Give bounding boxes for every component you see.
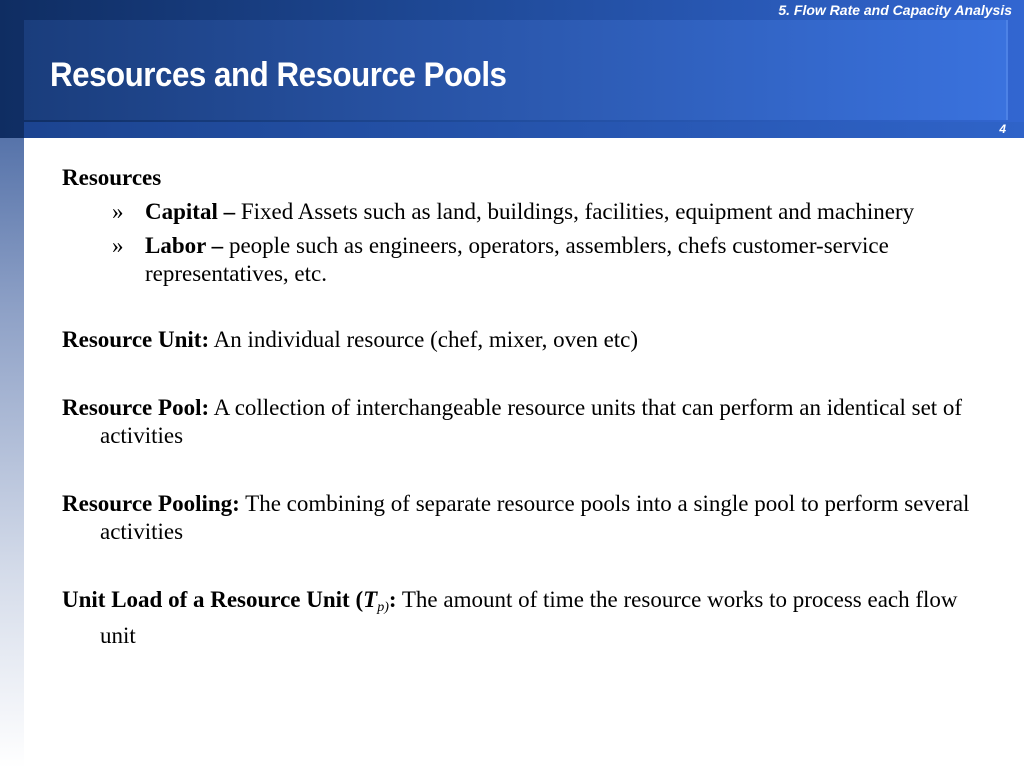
unit-load-subscript: p)	[377, 600, 389, 615]
list-item-labor	[62, 232, 972, 288]
labor-text: people such as engineers, operators, assemblers, chefs customer-service representatives, etc.	[145, 233, 889, 286]
section-tag: 5. Flow Rate and Capacity Analysis	[778, 2, 1012, 18]
banner-footer-bar	[24, 122, 1024, 138]
bullet-glyph: »	[112, 233, 124, 258]
labor-term: Labor –	[145, 233, 224, 258]
unit-load-term-suffix: :	[388, 587, 397, 612]
resource-pool-text: A collection of interchangeable resource units that can perform an identical set of activities	[100, 395, 963, 448]
title-banner	[0, 0, 1024, 138]
resource-pool-term: Resource Pool:	[62, 395, 210, 420]
capital-term: Capital –	[145, 199, 236, 224]
page-number: 4	[999, 122, 1006, 136]
resources-heading: Resources	[62, 165, 162, 190]
unit-load-term-prefix: Unit Load of a Resource Unit (	[62, 587, 364, 612]
slide-content	[62, 164, 972, 650]
resource-pooling-text: The combining of separate resource pools into a single pool to perform several activities	[100, 491, 970, 544]
resource-pooling-definition	[62, 490, 972, 546]
resource-unit-text: An individual resource (chef, mixer, oven etc)	[209, 327, 639, 352]
list-item-capital	[62, 198, 972, 226]
resource-pooling-term: Resource Pooling:	[62, 491, 240, 516]
unit-load-definition	[62, 586, 972, 650]
unit-load-symbol: T	[363, 587, 378, 612]
resource-pool-definition	[62, 394, 972, 450]
unit-load-text: The amount of time the resource works to process each flow unit	[100, 587, 958, 648]
resource-unit-term: Resource Unit:	[62, 327, 210, 352]
resource-unit-definition	[62, 326, 972, 354]
bullet-glyph: »	[112, 199, 124, 224]
resources-list	[62, 198, 972, 288]
capital-text: Fixed Assets such as land, buildings, facilities, equipment and machinery	[235, 199, 915, 224]
slide-title: Resources and Resource Pools	[50, 56, 507, 94]
